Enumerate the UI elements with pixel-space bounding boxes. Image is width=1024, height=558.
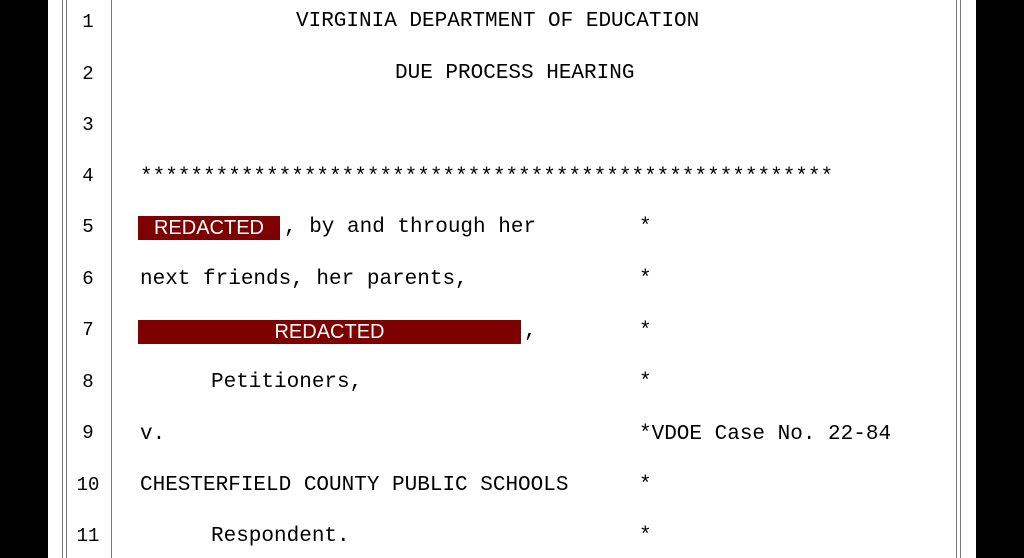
line-number: 10 — [76, 474, 100, 496]
left-margin-line-inner — [66, 0, 67, 558]
line-number: 8 — [82, 371, 94, 393]
respondent-label: Respondent. — [211, 525, 350, 548]
line-number: 9 — [82, 422, 94, 444]
caption-star: * — [639, 216, 652, 239]
right-margin-line-inner — [956, 0, 957, 558]
petitioners-label: Petitioners, — [211, 371, 363, 394]
line-number: 11 — [76, 525, 100, 547]
left-margin-line-outer — [62, 0, 63, 558]
respondent-name: CHESTERFIELD COUNTY PUBLIC SCHOOLS — [140, 474, 569, 497]
line-number: 5 — [82, 216, 94, 238]
redaction-bar: REDACTED — [138, 216, 280, 240]
caption-line-6: next friends, her parents, — [140, 268, 468, 291]
agency-title: VIRGINIA DEPARTMENT OF EDUCATION — [296, 10, 700, 33]
caption-star: * — [639, 474, 652, 497]
caption-star: * — [639, 371, 652, 394]
line-number: 3 — [82, 114, 94, 136]
asterisk-separator: ******************************************************* — [140, 166, 834, 189]
line-number: 7 — [82, 319, 94, 341]
case-number: *VDOE Case No. 22-84 — [639, 423, 892, 446]
line-number-divider — [111, 0, 112, 558]
redaction-bar: REDACTED — [138, 320, 521, 344]
hearing-title: DUE PROCESS HEARING — [395, 62, 635, 85]
right-margin-line-outer — [960, 0, 961, 558]
caption-star: * — [639, 525, 652, 548]
caption-line-5: , by and through her — [284, 216, 537, 239]
versus-label: v. — [140, 423, 166, 446]
line-number: 4 — [82, 165, 94, 187]
caption-star: * — [639, 268, 652, 291]
line-number: 2 — [82, 63, 94, 85]
line-number: 1 — [82, 11, 94, 33]
caption-star: * — [639, 320, 652, 343]
caption-comma: , — [524, 320, 537, 343]
line-number: 6 — [82, 268, 94, 290]
